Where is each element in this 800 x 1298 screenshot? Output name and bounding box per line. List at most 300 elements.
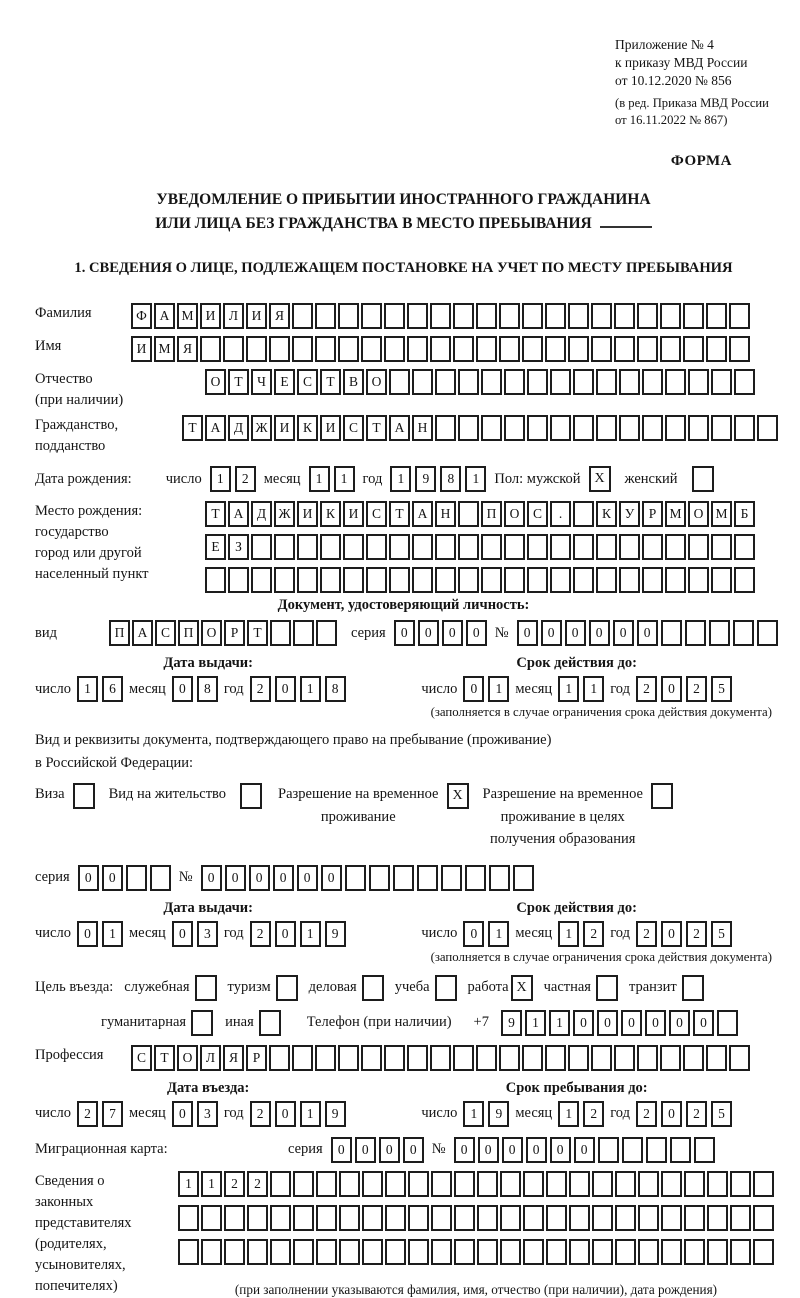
char-cell[interactable]: 0 — [621, 1010, 642, 1036]
char-cell[interactable]: 1 — [210, 466, 231, 492]
char-cell[interactable] — [465, 865, 486, 891]
char-cell[interactable]: О — [201, 620, 222, 646]
char-cell[interactable] — [228, 567, 249, 593]
char-cell[interactable] — [270, 620, 291, 646]
char-cell[interactable]: 0 — [661, 676, 682, 702]
char-cell[interactable] — [126, 865, 147, 891]
char-cell[interactable] — [734, 415, 755, 441]
char-cell[interactable] — [734, 567, 755, 593]
char-cell[interactable]: К — [297, 415, 318, 441]
char-cell[interactable] — [711, 567, 732, 593]
char-cell[interactable] — [711, 534, 732, 560]
char-cell[interactable] — [270, 1239, 291, 1265]
char-cell[interactable]: 2 — [583, 921, 604, 947]
char-cell[interactable]: 0 — [321, 865, 342, 891]
char-cell[interactable]: Т — [205, 501, 226, 527]
char-cell[interactable]: Т — [228, 369, 249, 395]
char-cell[interactable] — [684, 1205, 705, 1231]
char-cell[interactable] — [339, 1205, 360, 1231]
char-cell[interactable] — [362, 1171, 383, 1197]
char-cell[interactable] — [661, 1205, 682, 1231]
char-cell[interactable]: 1 — [558, 1101, 579, 1127]
char-cell[interactable] — [481, 534, 502, 560]
char-cell[interactable] — [730, 1205, 751, 1231]
char-cell[interactable]: 0 — [225, 865, 246, 891]
char-cell[interactable] — [431, 1239, 452, 1265]
char-cell[interactable]: 0 — [550, 1137, 571, 1163]
char-cell[interactable] — [523, 1171, 544, 1197]
char-cell[interactable] — [592, 1171, 613, 1197]
char-cell[interactable]: 8 — [440, 466, 461, 492]
char-cell[interactable] — [293, 1205, 314, 1231]
purpose-tourism-checkbox[interactable] — [276, 975, 298, 1001]
char-cell[interactable]: 1 — [178, 1171, 199, 1197]
char-cell[interactable]: Д — [251, 501, 272, 527]
char-cell[interactable]: К — [596, 501, 617, 527]
char-cell[interactable]: И — [131, 336, 152, 362]
char-cell[interactable] — [477, 1171, 498, 1197]
char-cell[interactable] — [389, 567, 410, 593]
char-cell[interactable] — [706, 336, 727, 362]
char-cell[interactable] — [694, 1137, 715, 1163]
char-cell[interactable] — [661, 1239, 682, 1265]
legal-reps-input-row3[interactable] — [178, 1239, 774, 1265]
char-cell[interactable]: О — [504, 501, 525, 527]
char-cell[interactable] — [246, 336, 267, 362]
visa-checkbox[interactable] — [73, 783, 95, 809]
char-cell[interactable] — [224, 1205, 245, 1231]
char-cell[interactable]: Н — [435, 501, 456, 527]
char-cell[interactable] — [670, 1137, 691, 1163]
char-cell[interactable]: 0 — [502, 1137, 523, 1163]
char-cell[interactable] — [733, 620, 754, 646]
char-cell[interactable]: 5 — [711, 1101, 732, 1127]
purpose-private-checkbox[interactable] — [596, 975, 618, 1001]
doc-issue-year[interactable] — [250, 676, 346, 702]
char-cell[interactable]: И — [343, 501, 364, 527]
char-cell[interactable] — [430, 1045, 451, 1071]
char-cell[interactable]: 2 — [235, 466, 256, 492]
char-cell[interactable] — [320, 534, 341, 560]
char-cell[interactable]: 0 — [613, 620, 634, 646]
char-cell[interactable] — [430, 336, 451, 362]
char-cell[interactable] — [362, 1205, 383, 1231]
char-cell[interactable]: Р — [224, 620, 245, 646]
char-cell[interactable] — [637, 1045, 658, 1071]
char-cell[interactable]: 9 — [415, 466, 436, 492]
char-cell[interactable] — [315, 336, 336, 362]
char-cell[interactable] — [361, 303, 382, 329]
birth-place-input-row2[interactable] — [205, 534, 755, 560]
char-cell[interactable] — [569, 1239, 590, 1265]
char-cell[interactable] — [320, 567, 341, 593]
char-cell[interactable] — [622, 1137, 643, 1163]
char-cell[interactable]: С — [297, 369, 318, 395]
char-cell[interactable]: Т — [247, 620, 268, 646]
char-cell[interactable]: 1 — [488, 921, 509, 947]
char-cell[interactable] — [408, 1205, 429, 1231]
char-cell[interactable] — [384, 303, 405, 329]
char-cell[interactable] — [550, 534, 571, 560]
char-cell[interactable]: 0 — [297, 865, 318, 891]
char-cell[interactable]: Л — [223, 303, 244, 329]
char-cell[interactable] — [706, 303, 727, 329]
char-cell[interactable] — [569, 1171, 590, 1197]
char-cell[interactable]: 0 — [275, 921, 296, 947]
char-cell[interactable] — [522, 336, 543, 362]
char-cell[interactable] — [753, 1239, 774, 1265]
char-cell[interactable] — [500, 1205, 521, 1231]
char-cell[interactable] — [476, 1045, 497, 1071]
char-cell[interactable] — [223, 336, 244, 362]
char-cell[interactable] — [384, 1045, 405, 1071]
char-cell[interactable]: 0 — [275, 676, 296, 702]
char-cell[interactable] — [591, 1045, 612, 1071]
char-cell[interactable] — [660, 1045, 681, 1071]
entry-day[interactable] — [77, 1101, 123, 1127]
char-cell[interactable] — [573, 369, 594, 395]
char-cell[interactable]: С — [366, 501, 387, 527]
char-cell[interactable]: М — [665, 501, 686, 527]
char-cell[interactable] — [546, 1205, 567, 1231]
char-cell[interactable]: 0 — [693, 1010, 714, 1036]
stay-until-month[interactable] — [558, 1101, 604, 1127]
char-cell[interactable] — [615, 1239, 636, 1265]
char-cell[interactable] — [707, 1171, 728, 1197]
char-cell[interactable] — [339, 1171, 360, 1197]
char-cell[interactable]: С — [131, 1045, 152, 1071]
char-cell[interactable] — [637, 336, 658, 362]
char-cell[interactable]: 0 — [463, 676, 484, 702]
doc-valid-month[interactable] — [558, 676, 604, 702]
char-cell[interactable] — [504, 415, 525, 441]
char-cell[interactable] — [430, 303, 451, 329]
char-cell[interactable]: И — [274, 415, 295, 441]
char-cell[interactable]: . — [550, 501, 571, 527]
given-name-input[interactable] — [131, 336, 750, 362]
char-cell[interactable] — [453, 1045, 474, 1071]
birth-place-input-row1[interactable] — [205, 501, 755, 527]
char-cell[interactable]: Т — [320, 369, 341, 395]
char-cell[interactable]: 0 — [466, 620, 487, 646]
char-cell[interactable] — [500, 1171, 521, 1197]
char-cell[interactable]: К — [320, 501, 341, 527]
char-cell[interactable] — [717, 1010, 738, 1036]
char-cell[interactable] — [435, 415, 456, 441]
char-cell[interactable]: Т — [154, 1045, 175, 1071]
char-cell[interactable] — [614, 303, 635, 329]
char-cell[interactable] — [345, 865, 366, 891]
char-cell[interactable] — [568, 1045, 589, 1071]
char-cell[interactable] — [407, 1045, 428, 1071]
migration-number-input[interactable] — [454, 1137, 715, 1163]
char-cell[interactable]: 2 — [636, 921, 657, 947]
stay-issue-month[interactable] — [172, 921, 218, 947]
stay-issue-day[interactable] — [77, 921, 123, 947]
char-cell[interactable] — [458, 501, 479, 527]
char-cell[interactable]: 5 — [711, 921, 732, 947]
char-cell[interactable] — [338, 1045, 359, 1071]
legal-reps-input-row2[interactable] — [178, 1205, 774, 1231]
char-cell[interactable] — [292, 336, 313, 362]
char-cell[interactable] — [435, 567, 456, 593]
char-cell[interactable] — [499, 336, 520, 362]
char-cell[interactable]: 1 — [583, 676, 604, 702]
char-cell[interactable] — [707, 1205, 728, 1231]
char-cell[interactable]: 0 — [77, 921, 98, 947]
char-cell[interactable] — [200, 336, 221, 362]
char-cell[interactable] — [251, 534, 272, 560]
char-cell[interactable]: Е — [274, 369, 295, 395]
char-cell[interactable]: А — [389, 415, 410, 441]
char-cell[interactable]: 1 — [102, 921, 123, 947]
entry-month[interactable] — [172, 1101, 218, 1127]
char-cell[interactable] — [642, 369, 663, 395]
char-cell[interactable] — [343, 567, 364, 593]
char-cell[interactable]: 1 — [334, 466, 355, 492]
char-cell[interactable]: О — [205, 369, 226, 395]
char-cell[interactable]: 0 — [172, 1101, 193, 1127]
char-cell[interactable] — [293, 620, 314, 646]
purpose-commercial-checkbox[interactable] — [362, 975, 384, 1001]
char-cell[interactable]: 1 — [558, 921, 579, 947]
char-cell[interactable]: А — [228, 501, 249, 527]
char-cell[interactable] — [527, 415, 548, 441]
char-cell[interactable]: С — [343, 415, 364, 441]
char-cell[interactable]: 0 — [249, 865, 270, 891]
char-cell[interactable]: И — [320, 415, 341, 441]
doc-valid-year[interactable] — [636, 676, 732, 702]
char-cell[interactable] — [545, 1045, 566, 1071]
char-cell[interactable] — [316, 1205, 337, 1231]
entry-year[interactable] — [250, 1101, 346, 1127]
char-cell[interactable] — [454, 1171, 475, 1197]
char-cell[interactable] — [297, 567, 318, 593]
char-cell[interactable] — [522, 1045, 543, 1071]
char-cell[interactable] — [642, 567, 663, 593]
char-cell[interactable] — [315, 1045, 336, 1071]
char-cell[interactable]: 2 — [224, 1171, 245, 1197]
char-cell[interactable] — [753, 1171, 774, 1197]
sex-male-checkbox[interactable]: X — [589, 466, 611, 492]
char-cell[interactable] — [596, 369, 617, 395]
char-cell[interactable] — [591, 303, 612, 329]
char-cell[interactable] — [638, 1239, 659, 1265]
char-cell[interactable] — [573, 501, 594, 527]
char-cell[interactable] — [522, 303, 543, 329]
char-cell[interactable]: 9 — [325, 1101, 346, 1127]
char-cell[interactable] — [385, 1205, 406, 1231]
char-cell[interactable]: 9 — [488, 1101, 509, 1127]
char-cell[interactable]: Я — [223, 1045, 244, 1071]
char-cell[interactable]: М — [154, 336, 175, 362]
char-cell[interactable] — [661, 620, 682, 646]
stay-until-year[interactable] — [636, 1101, 732, 1127]
stay-issue-year[interactable] — [250, 921, 346, 947]
char-cell[interactable] — [684, 1239, 705, 1265]
char-cell[interactable] — [343, 534, 364, 560]
char-cell[interactable] — [251, 567, 272, 593]
char-cell[interactable] — [688, 415, 709, 441]
char-cell[interactable] — [201, 1239, 222, 1265]
char-cell[interactable] — [292, 1045, 313, 1071]
char-cell[interactable]: У — [619, 501, 640, 527]
char-cell[interactable] — [709, 620, 730, 646]
char-cell[interactable] — [546, 1171, 567, 1197]
char-cell[interactable] — [316, 1171, 337, 1197]
char-cell[interactable] — [499, 303, 520, 329]
char-cell[interactable]: 2 — [686, 1101, 707, 1127]
char-cell[interactable] — [527, 369, 548, 395]
char-cell[interactable]: 1 — [201, 1171, 222, 1197]
char-cell[interactable] — [150, 865, 171, 891]
char-cell[interactable] — [592, 1205, 613, 1231]
char-cell[interactable] — [523, 1205, 544, 1231]
char-cell[interactable]: 0 — [541, 620, 562, 646]
char-cell[interactable] — [454, 1239, 475, 1265]
char-cell[interactable]: 3 — [197, 921, 218, 947]
char-cell[interactable]: 0 — [273, 865, 294, 891]
char-cell[interactable] — [550, 567, 571, 593]
char-cell[interactable] — [270, 1205, 291, 1231]
char-cell[interactable]: Я — [269, 303, 290, 329]
char-cell[interactable]: 0 — [172, 921, 193, 947]
char-cell[interactable] — [688, 534, 709, 560]
char-cell[interactable]: Д — [228, 415, 249, 441]
char-cell[interactable] — [385, 1171, 406, 1197]
char-cell[interactable] — [366, 534, 387, 560]
char-cell[interactable] — [393, 865, 414, 891]
char-cell[interactable] — [660, 336, 681, 362]
char-cell[interactable] — [361, 1045, 382, 1071]
char-cell[interactable]: И — [200, 303, 221, 329]
char-cell[interactable] — [527, 567, 548, 593]
char-cell[interactable]: Ф — [131, 303, 152, 329]
char-cell[interactable] — [270, 1171, 291, 1197]
char-cell[interactable] — [389, 369, 410, 395]
char-cell[interactable] — [707, 1239, 728, 1265]
char-cell[interactable] — [224, 1239, 245, 1265]
char-cell[interactable]: 0 — [526, 1137, 547, 1163]
char-cell[interactable]: 0 — [574, 1137, 595, 1163]
temp-permit-checkbox[interactable]: X — [447, 783, 469, 809]
char-cell[interactable] — [596, 415, 617, 441]
stay-valid-day[interactable] — [463, 921, 509, 947]
char-cell[interactable] — [316, 620, 337, 646]
char-cell[interactable]: 1 — [77, 676, 98, 702]
char-cell[interactable]: Ж — [251, 415, 272, 441]
char-cell[interactable] — [435, 534, 456, 560]
char-cell[interactable]: 1 — [309, 466, 330, 492]
char-cell[interactable] — [646, 1137, 667, 1163]
char-cell[interactable] — [683, 336, 704, 362]
char-cell[interactable] — [550, 369, 571, 395]
char-cell[interactable]: С — [155, 620, 176, 646]
char-cell[interactable] — [339, 1239, 360, 1265]
char-cell[interactable]: 6 — [102, 676, 123, 702]
char-cell[interactable] — [454, 1205, 475, 1231]
char-cell[interactable] — [500, 1239, 521, 1265]
char-cell[interactable] — [573, 415, 594, 441]
char-cell[interactable] — [489, 865, 510, 891]
char-cell[interactable] — [385, 1239, 406, 1265]
char-cell[interactable] — [711, 369, 732, 395]
char-cell[interactable] — [684, 1171, 705, 1197]
char-cell[interactable]: 0 — [394, 620, 415, 646]
char-cell[interactable] — [523, 1239, 544, 1265]
char-cell[interactable] — [545, 303, 566, 329]
char-cell[interactable]: 0 — [331, 1137, 352, 1163]
stay-series-input[interactable] — [78, 865, 171, 891]
char-cell[interactable]: А — [154, 303, 175, 329]
char-cell[interactable]: В — [343, 369, 364, 395]
char-cell[interactable]: 1 — [488, 676, 509, 702]
char-cell[interactable]: 1 — [549, 1010, 570, 1036]
char-cell[interactable]: 2 — [636, 1101, 657, 1127]
char-cell[interactable] — [458, 369, 479, 395]
char-cell[interactable] — [638, 1205, 659, 1231]
char-cell[interactable]: 2 — [250, 1101, 271, 1127]
temp-permit-edu-checkbox[interactable] — [651, 783, 673, 809]
char-cell[interactable] — [545, 336, 566, 362]
birth-day-input[interactable] — [210, 466, 256, 492]
char-cell[interactable]: Е — [205, 534, 226, 560]
char-cell[interactable]: Я — [177, 336, 198, 362]
citizenship-input[interactable] — [182, 415, 778, 441]
char-cell[interactable]: 0 — [669, 1010, 690, 1036]
char-cell[interactable]: 2 — [250, 921, 271, 947]
char-cell[interactable] — [665, 415, 686, 441]
char-cell[interactable] — [638, 1171, 659, 1197]
char-cell[interactable] — [316, 1239, 337, 1265]
char-cell[interactable] — [408, 1239, 429, 1265]
char-cell[interactable]: Т — [182, 415, 203, 441]
char-cell[interactable] — [481, 567, 502, 593]
doc-issue-month[interactable] — [172, 676, 218, 702]
char-cell[interactable] — [546, 1239, 567, 1265]
char-cell[interactable] — [573, 567, 594, 593]
char-cell[interactable] — [665, 534, 686, 560]
char-cell[interactable]: М — [177, 303, 198, 329]
char-cell[interactable] — [435, 369, 456, 395]
char-cell[interactable] — [550, 415, 571, 441]
char-cell[interactable]: 0 — [201, 865, 222, 891]
char-cell[interactable] — [453, 336, 474, 362]
char-cell[interactable]: А — [205, 415, 226, 441]
char-cell[interactable] — [361, 336, 382, 362]
char-cell[interactable] — [619, 369, 640, 395]
purpose-transit-checkbox[interactable] — [682, 975, 704, 1001]
char-cell[interactable] — [247, 1205, 268, 1231]
char-cell[interactable]: 5 — [711, 676, 732, 702]
char-cell[interactable] — [366, 567, 387, 593]
char-cell[interactable] — [665, 567, 686, 593]
char-cell[interactable]: О — [177, 1045, 198, 1071]
char-cell[interactable] — [596, 534, 617, 560]
sex-female-checkbox[interactable] — [692, 466, 714, 492]
char-cell[interactable]: 0 — [442, 620, 463, 646]
char-cell[interactable] — [729, 303, 750, 329]
char-cell[interactable] — [412, 567, 433, 593]
char-cell[interactable]: 1 — [463, 1101, 484, 1127]
char-cell[interactable]: Ж — [274, 501, 295, 527]
doc-series-input[interactable] — [394, 620, 487, 646]
char-cell[interactable] — [412, 534, 433, 560]
char-cell[interactable] — [569, 1205, 590, 1231]
char-cell[interactable] — [730, 1171, 751, 1197]
char-cell[interactable] — [453, 303, 474, 329]
char-cell[interactable] — [619, 415, 640, 441]
